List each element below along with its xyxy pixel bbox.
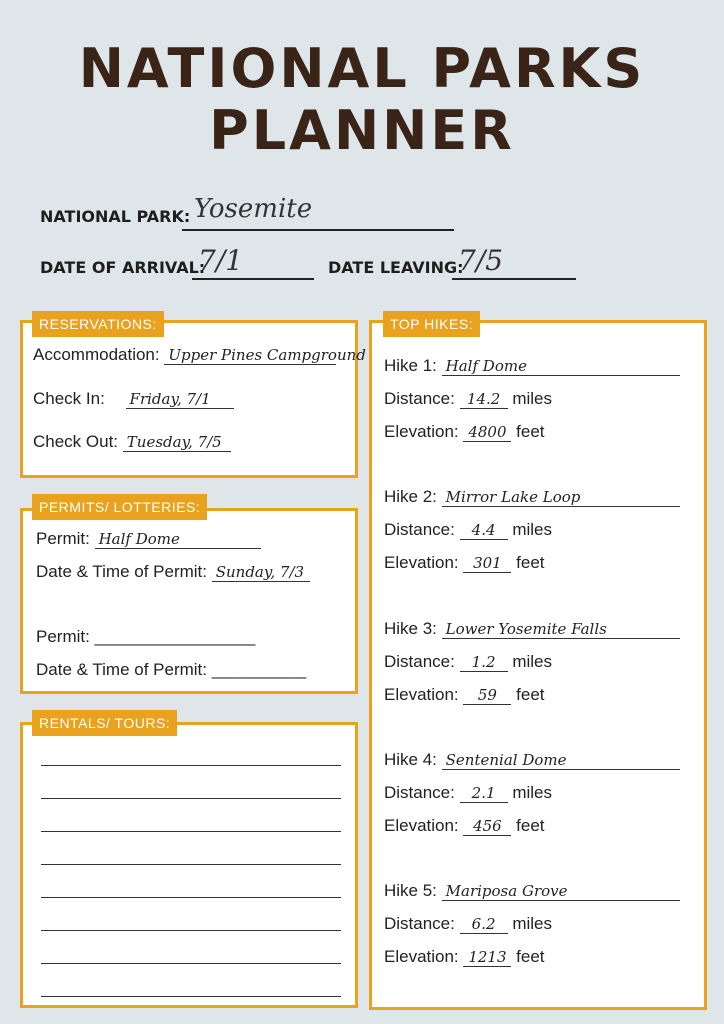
hike-distance-row [384,914,552,934]
hike-label: Hike 2: [384,487,437,506]
distance-field[interactable]: 6.2 [460,915,508,934]
hike-elevation-row [384,553,545,573]
arrival-underline [192,278,314,280]
hike-elevation-row [384,816,545,836]
elevation-label: Elevation: [384,553,459,572]
rental-line[interactable] [41,765,341,766]
hike-elevation-row [384,685,545,705]
feet-unit: feet [516,947,545,966]
hike-label: Hike 1: [384,356,437,375]
distance-field[interactable]: 4.4 [460,521,508,540]
leaving-underline [452,278,576,280]
feet-unit: feet [516,816,545,835]
park-label: NATIONAL PARK: [40,207,191,226]
page-title: NATIONAL PARKS [78,37,646,100]
elevation-field[interactable]: 59 [463,686,511,705]
checkin-field[interactable]: Friday, 7/1 [126,390,234,409]
hike-name-row [384,487,680,507]
feet-unit: feet [516,685,545,704]
hike-name-field[interactable]: Lower Yosemite Falls [442,620,680,639]
rental-line[interactable] [41,963,341,964]
rental-line[interactable] [41,897,341,898]
permit1-field[interactable]: Half Dome [95,530,261,549]
permit2-datetime-row[interactable]: Date & Time of Permit: __________ [36,660,307,679]
rentals-label: RENTALS/ TOURS: [32,710,177,736]
hike-name-field[interactable]: Half Dome [442,357,680,376]
miles-unit: miles [512,652,553,671]
elevation-field[interactable]: 456 [463,817,511,836]
hike-distance-row [384,783,552,803]
permits-label: PERMITS/ LOTTERIES: [32,494,207,520]
hike-elevation-row [384,947,545,967]
rental-line[interactable] [41,996,341,997]
feet-unit: feet [516,422,545,441]
checkin-row [33,389,234,409]
feet-unit: feet [516,553,545,572]
arrival-label: DATE OF ARRIVAL: [40,258,206,277]
hike-label: Hike 3: [384,619,437,638]
elevation-label: Elevation: [384,947,459,966]
permit1-label: Permit: [36,529,90,548]
hike-name-row [384,619,680,639]
checkin-label: Check In: [33,389,105,408]
distance-field[interactable]: 14.2 [460,390,508,409]
elevation-label: Elevation: [384,816,459,835]
permit1-datetime-row [36,562,310,582]
elevation-label: Elevation: [384,422,459,441]
permits-box [20,508,358,694]
datetime1-label: Date & Time of Permit: [36,562,207,581]
hike-label: Hike 5: [384,881,437,900]
reservations-label: RESERVATIONS: [32,311,164,337]
checkout-field[interactable]: Tuesday, 7/5 [123,433,231,452]
elevation-field[interactable]: 4800 [463,423,511,442]
distance-label: Distance: [384,652,455,671]
miles-unit: miles [512,389,553,408]
distance-field[interactable]: 1.2 [460,653,508,672]
leaving-value[interactable]: 7/5 [458,244,504,277]
hike-distance-row [384,652,552,672]
leaving-label: DATE LEAVING: [328,258,464,277]
hike-name-field[interactable]: Mariposa Grove [442,882,680,901]
distance-field[interactable]: 2.1 [460,784,508,803]
hike-name-field[interactable]: Sentenial Dome [442,751,680,770]
rental-line[interactable] [41,930,341,931]
hike-name-row [384,881,680,901]
rental-line[interactable] [41,864,341,865]
checkout-label: Check Out: [33,432,119,451]
park-value[interactable]: Yosemite [194,194,313,224]
elevation-field[interactable]: 301 [463,554,511,573]
miles-unit: miles [512,520,553,539]
accommodation-label: Accommodation: [33,345,160,364]
hike-distance-row [384,520,552,540]
datetime1-field[interactable]: Sunday, 7/3 [212,563,310,582]
miles-unit: miles [512,783,553,802]
park-underline [182,229,454,231]
arrival-value[interactable]: 7/1 [198,244,244,277]
hike-elevation-row [384,422,545,442]
checkout-row [33,432,231,452]
rental-line[interactable] [41,798,341,799]
distance-label: Distance: [384,520,455,539]
rental-line[interactable] [41,831,341,832]
hike-distance-row [384,389,552,409]
elevation-field[interactable]: 1213 [463,948,511,967]
distance-label: Distance: [384,783,455,802]
rentals-box [20,722,358,1008]
hike-name-row [384,356,680,376]
miles-unit: miles [512,914,553,933]
distance-label: Distance: [384,389,455,408]
permit2-row[interactable]: Permit: _________________ [36,627,256,646]
distance-label: Distance: [384,914,455,933]
hike-label: Hike 4: [384,750,437,769]
accommodation-row [33,345,366,365]
page-title-line2: PLANNER [209,99,515,162]
permit1-row [36,529,261,549]
hike-name-field[interactable]: Mirror Lake Loop [442,488,680,507]
accommodation-field[interactable]: Upper Pines Campground [164,346,336,365]
hikes-label: TOP HIKES: [383,311,480,337]
hike-name-row [384,750,680,770]
reservations-box [20,320,366,478]
elevation-label: Elevation: [384,685,459,704]
hikes-box [369,320,707,1010]
